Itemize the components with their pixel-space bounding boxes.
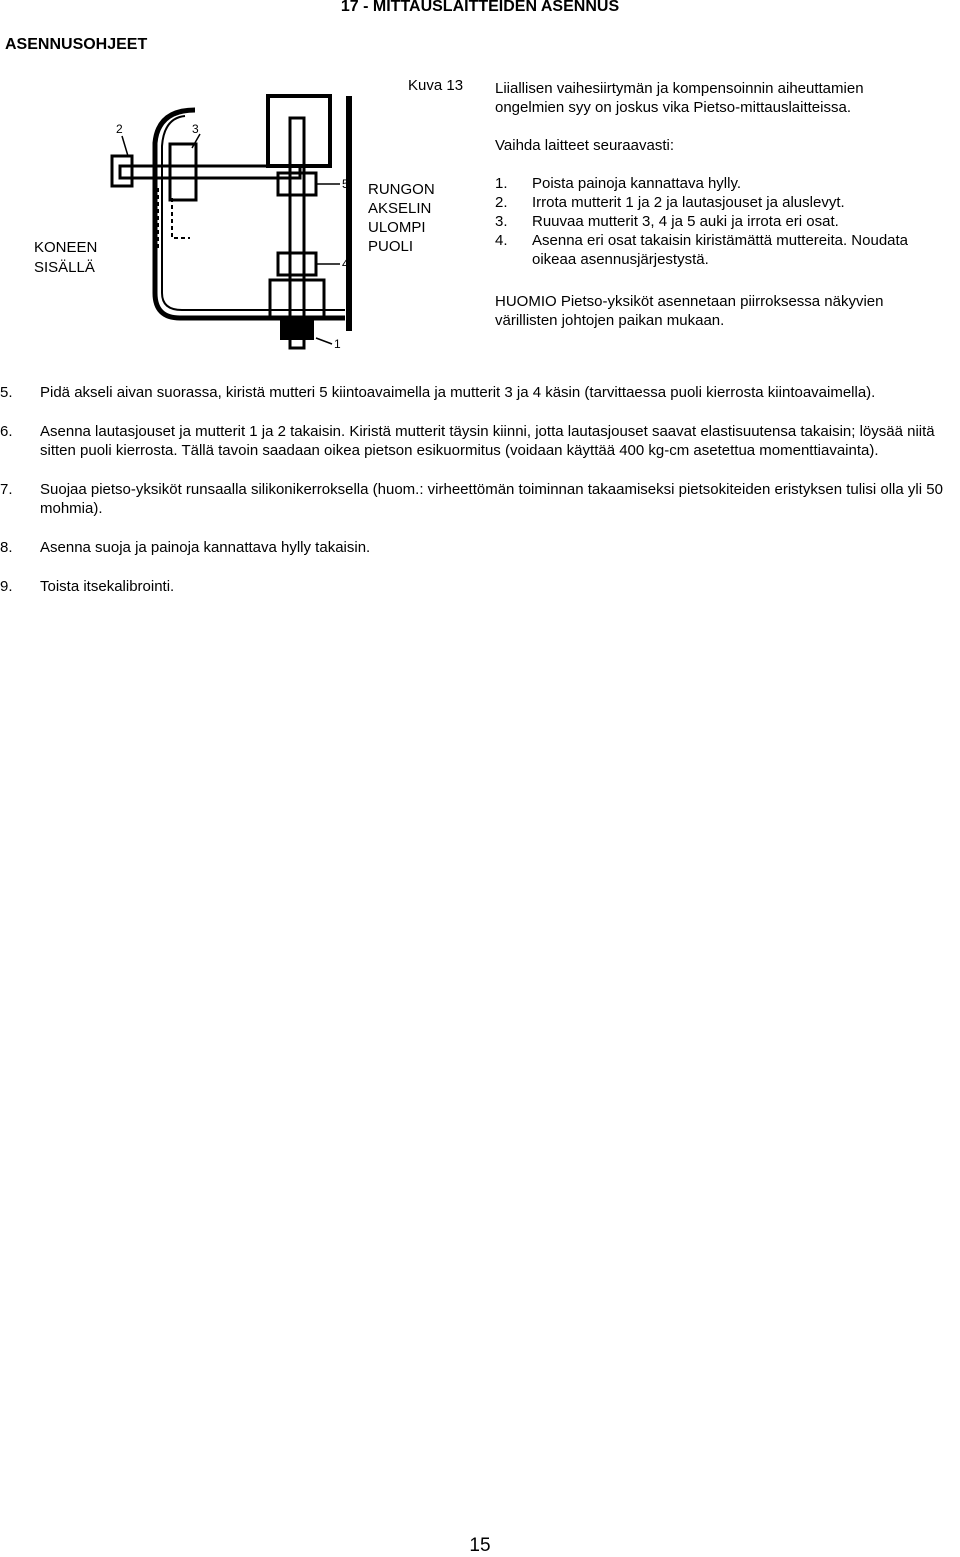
step-number: 3. — [495, 213, 508, 230]
step-text: Suojaa pietso-yksiköt runsaalla silikonikerroksella (huom.: virheettömän toiminnan takaamiseksi pietsokiteiden eristyksen tulisi olla yli 50 mohmia). — [40, 481, 943, 517]
top-step-list — [495, 174, 955, 269]
step-text: Asenna suoja ja painoja kannattava hylly takaisin. — [40, 539, 371, 556]
step-number: 6. — [0, 423, 13, 440]
list-item — [0, 422, 960, 460]
figure-left-label — [34, 238, 97, 278]
list-item — [0, 383, 960, 402]
list-item — [495, 174, 955, 193]
step-number: 8. — [0, 539, 13, 556]
callout-label: 1 — [334, 337, 341, 351]
right-label-line: ULOMPI — [368, 219, 426, 236]
vertical-bolt — [290, 118, 304, 348]
step-number: 2. — [495, 194, 508, 211]
step-text: Poista painoja kannattava hylly. — [532, 175, 742, 192]
frame-wall — [346, 96, 352, 331]
lower-block — [270, 280, 324, 318]
callout-label: 4 — [342, 257, 349, 271]
step-text: Asenna lautasjouset ja mutterit 1 ja 2 takaisin. Kiristä mutterit täysin kiinni, jotta lautasjouset saavat elastisuutensa takaisin; löysää niitä sitten puoli kierrosta. Tällä tavoin saadaan oikea pietson esikuormitus (voidaan käyttää 400 kg-cm asetettua momenttiavainta). — [40, 423, 935, 459]
left-label-line: SISÄLLÄ — [34, 259, 95, 276]
page-number: 15 — [469, 1535, 491, 1556]
top-block — [268, 96, 330, 166]
step-number: 7. — [0, 481, 13, 498]
right-label-line: PUOLI — [368, 238, 414, 255]
nut-3 — [170, 144, 196, 200]
callout-label: 3 — [192, 122, 199, 136]
list-item — [495, 231, 955, 269]
right-label-line: AKSELIN — [368, 200, 432, 217]
figure-caption: Kuva 13 — [408, 77, 464, 94]
step-text: Pidä akseli aivan suorassa, kiristä mutteri 5 kiintoavaimella ja mutterit 3 ja 4 käsin (tarvittaessa puoli kierrosta kiintoavaimella). — [40, 384, 876, 401]
step-text: Irrota mutterit 1 ja 2 ja lautasjouset ja aluslevyt. — [532, 194, 845, 211]
callout-label: 2 — [116, 122, 123, 136]
section-title: 17 - MITTAUSLAITTEIDEN ASENNUS — [340, 0, 620, 15]
note-paragraph: HUOMIO Pietso-yksiköt asennetaan piirroksessa näkyvien värillisten johtojen paikan mukaan. — [495, 293, 884, 329]
list-item — [0, 480, 960, 518]
intro-lead: Vaihda laitteet seuraavasti: — [495, 137, 674, 154]
nut-5 — [278, 173, 316, 195]
list-item — [495, 212, 955, 231]
step-number: 4. — [495, 232, 508, 249]
right-label-line: RUNGON — [368, 181, 435, 198]
mounting-diagram — [100, 88, 370, 368]
nut-1 — [280, 320, 314, 340]
step-number: 1. — [495, 175, 508, 192]
list-item — [495, 193, 955, 212]
bottom-step-list — [0, 383, 960, 616]
callout-label: 5 — [342, 177, 349, 191]
step-text: Asenna eri osat takaisin kiristämättä muttereita. Noudata oikeaa asennusjärjestystä. — [532, 232, 909, 268]
nut-2 — [112, 156, 132, 186]
left-label-line: KONEEN — [34, 239, 98, 256]
step-text: Ruuvaa mutterit 3, 4 ja 5 auki ja irrota eri osat. — [532, 213, 839, 230]
intro-paragraph: Liiallisen vaihesiirtymän ja kompensoinnin aiheuttamien ongelmien syy on joskus vika Pietso-mittauslaitteissa. — [495, 80, 864, 116]
page-heading: ASENNUSOHJEET — [5, 36, 148, 53]
step-text: Toista itsekalibrointi. — [40, 578, 175, 595]
step-number: 5. — [0, 384, 13, 401]
step-number: 9. — [0, 578, 13, 595]
frame-plate — [155, 110, 345, 318]
figure-right-label — [368, 180, 435, 256]
list-item — [0, 577, 960, 596]
list-item — [0, 538, 960, 557]
nut-4 — [278, 253, 316, 275]
